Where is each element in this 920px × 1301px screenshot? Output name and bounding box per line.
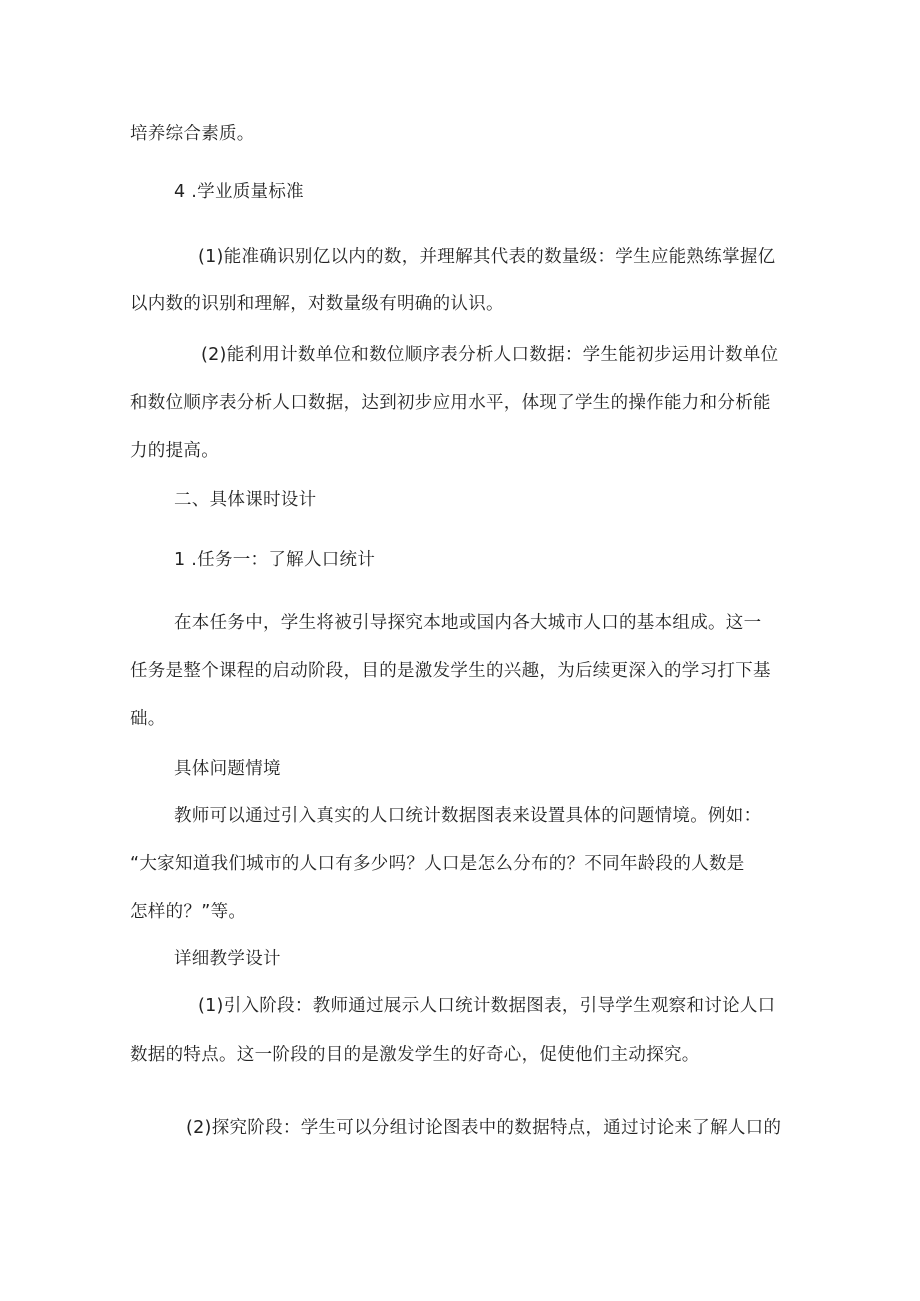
text-line: 和数位顺序表分析人口数据，达到初步应用水平，体现了学生的操作能力和分析能	[130, 393, 771, 413]
text-line: 任务是整个课程的启动阶段，目的是激发学生的兴趣，为后续更深入的学习打下基	[130, 661, 771, 681]
section-heading: 4 .学业质量标准	[174, 182, 304, 202]
text-line: (2)探究阶段：学生可以分组讨论图表中的数据特点，通过讨论来了解人口的	[186, 1118, 782, 1138]
text-line: “大家知道我们城市的人口有多少吗？人口是怎么分布的？不同年龄段的人数是	[130, 854, 745, 874]
subheading: 具体问题情境	[174, 759, 281, 779]
text-line: 力的提高。	[130, 441, 219, 461]
text-line: (1)引入阶段：教师通过展示人口统计数据图表，引导学生观察和讨论人口	[198, 996, 776, 1016]
text-line: 教师可以通过引入真实的人口统计数据图表来设置具体的问题情境。例如：	[174, 806, 762, 826]
section-heading: 二、具体课时设计	[174, 490, 317, 510]
text-line: 在本任务中，学生将被引导探究本地或国内各大城市人口的基本组成。这一	[174, 613, 762, 633]
text-line: (2)能利用计数单位和数位顺序表分析人口数据：学生能初步运用计数单位	[201, 345, 779, 365]
text-line: 以内数的识别和理解，对数量级有明确的认识。	[130, 294, 504, 314]
text-line: 怎样的？”等。	[130, 902, 247, 922]
subheading: 详细教学设计	[174, 949, 281, 969]
text-line: 础。	[130, 709, 166, 729]
text-line: 培养综合素质。	[130, 124, 255, 144]
section-heading: 1 .任务一：了解人口统计	[174, 550, 376, 570]
text-line: 数据的特点。这一阶段的目的是激发学生的好奇心，促使他们主动探究。	[130, 1045, 700, 1065]
text-line: (1)能准确识别亿以内的数，并理解其代表的数量级：学生应能熟练掌握亿	[198, 247, 776, 267]
